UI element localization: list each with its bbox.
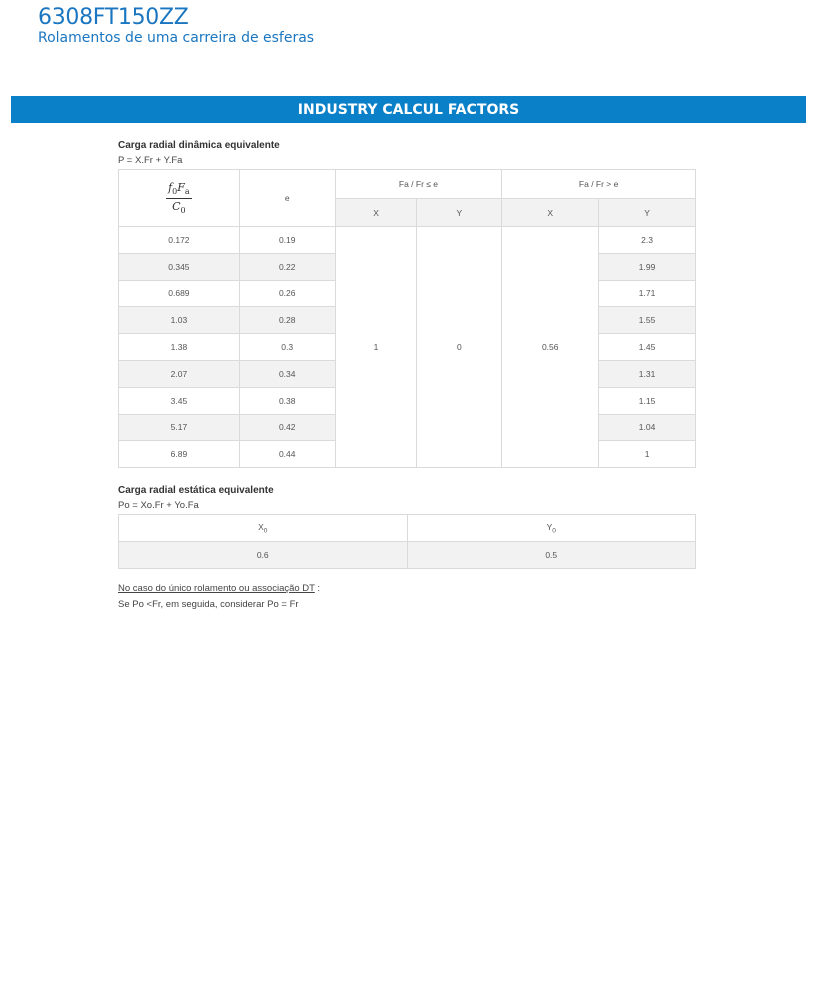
x0-value: 0.6 bbox=[119, 542, 408, 569]
y2-cell: 1.55 bbox=[599, 307, 696, 334]
note-heading: No caso do único rolamento ou associação DT : bbox=[118, 583, 321, 594]
e-cell: 0.38 bbox=[239, 387, 335, 414]
y2-cell: 1.31 bbox=[599, 360, 696, 387]
y0-value: 0.5 bbox=[407, 542, 696, 569]
e-cell: 0.42 bbox=[239, 414, 335, 441]
static-load-formula: Po = Xo.Fr + Yo.Fa bbox=[118, 500, 199, 511]
y2-cell: 1.71 bbox=[599, 280, 696, 307]
product-header bbox=[38, 6, 314, 46]
group-low-header: Fa / Fr ≤ e bbox=[335, 170, 502, 199]
x2-header: X bbox=[502, 199, 599, 227]
x1-header: X bbox=[335, 199, 417, 227]
y0-header: $Y_0$ bbox=[407, 515, 696, 542]
product-description: Rolamentos de uma carreira de esferas bbox=[38, 30, 315, 46]
group-high-header: Fa / Fr > e bbox=[502, 170, 696, 199]
e-cell: 0.28 bbox=[239, 307, 335, 334]
y2-header: Y bbox=[599, 199, 696, 227]
e-cell: 0.44 bbox=[239, 441, 335, 468]
y1-cell: 0 bbox=[417, 227, 502, 468]
ratio-cell: 6.89 bbox=[119, 441, 240, 468]
ratio-cell: 0.345 bbox=[119, 253, 240, 280]
y2-cell: 1.45 bbox=[599, 334, 696, 361]
table-row bbox=[119, 227, 696, 254]
x0-header: $X_0$ bbox=[119, 515, 408, 542]
product-code: 6308FT150ZZ bbox=[38, 5, 189, 30]
ratio-cell: 2.07 bbox=[119, 360, 240, 387]
y1-header: Y bbox=[417, 199, 502, 227]
x1-cell: 1 bbox=[335, 227, 417, 468]
section-banner: INDUSTRY CALCUL FACTORS bbox=[11, 96, 806, 123]
e-cell: 0.22 bbox=[239, 253, 335, 280]
e-cell: 0.19 bbox=[239, 227, 335, 254]
ratio-cell: 0.172 bbox=[119, 227, 240, 254]
x2-cell: 0.56 bbox=[502, 227, 599, 468]
ratio-fraction: $\frac{f_0F_a}{C_0}$ bbox=[168, 181, 190, 215]
y2-cell: 1.15 bbox=[599, 387, 696, 414]
dynamic-load-formula: P = X.Fr + Y.Fa bbox=[118, 155, 183, 166]
y2-cell: 2.3 bbox=[599, 227, 696, 254]
ratio-header bbox=[119, 170, 240, 227]
e-cell: 0.3 bbox=[239, 334, 335, 361]
static-load-title: Carga radial estática equivalente bbox=[118, 485, 274, 496]
note-text: Se Po <Fr, em seguida, considerar Po = Fr bbox=[118, 599, 299, 610]
static-factors-table bbox=[118, 514, 696, 569]
y2-cell: 1.04 bbox=[599, 414, 696, 441]
ratio-cell: 0.689 bbox=[119, 280, 240, 307]
ratio-cell: 5.17 bbox=[119, 414, 240, 441]
ratio-cell: 1.38 bbox=[119, 334, 240, 361]
ratio-cell: 1.03 bbox=[119, 307, 240, 334]
e-cell: 0.34 bbox=[239, 360, 335, 387]
ratio-cell: 3.45 bbox=[119, 387, 240, 414]
e-cell: 0.26 bbox=[239, 280, 335, 307]
e-header: e bbox=[239, 170, 335, 227]
dynamic-factors-table bbox=[118, 169, 696, 468]
single-bearing-dt-link[interactable]: No caso do único rolamento ou associação DT bbox=[118, 583, 315, 594]
y2-cell: 1 bbox=[599, 441, 696, 468]
y2-cell: 1.99 bbox=[599, 253, 696, 280]
dynamic-load-title: Carga radial dinâmica equivalente bbox=[118, 140, 280, 151]
